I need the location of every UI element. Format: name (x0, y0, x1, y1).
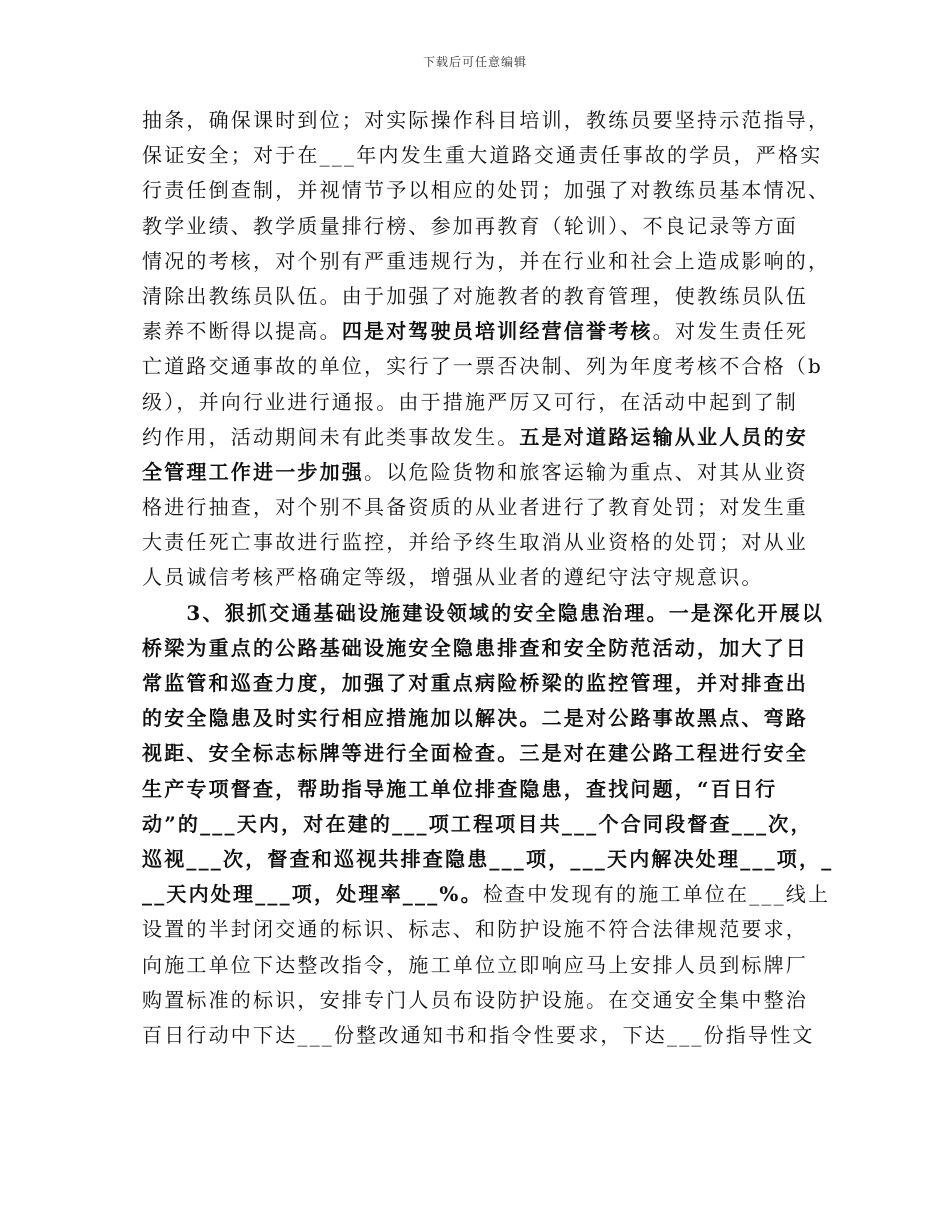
text-run: 抽条，确保课时到位；对实际操作科目培训，教练员要坚持示范指导， (142, 108, 831, 132)
text-line (142, 912, 842, 947)
text-run: 向施工单位下达整改指令，施工单位立即响应马上安排人员到标牌厂 (142, 952, 808, 977)
text-run: 级），并向行业进行通报。由于措施严厉又可行，在活动中起到了制 (142, 389, 798, 414)
text-run: 。对发生责任死 (652, 319, 809, 344)
text-run: 人员诚信考核严格确定等级，增强从业者的遵纪守法守规意识。 (142, 565, 764, 590)
bold-text-run: 桥梁为重点的公路基础设施安全隐患排查和安全防范活动，加大了日 (142, 635, 808, 660)
page-header: 下载后可任意编辑 (422, 55, 527, 69)
text-line (142, 103, 842, 138)
text-line (142, 877, 842, 912)
text-run: 行责任倒查制，并视情节予以相应的处罚；加强了对教练员基本情况、 (142, 178, 831, 203)
bold-text-run: 视距、安全标志标牌等进行全面检查。三是对在建公路工程进行安全 (142, 741, 808, 766)
bold-text-run: 动”的___天内，对在建的___项工程项目共___个合同段督查___次， (142, 811, 813, 836)
text-run: 大责任死亡事故进行监控，并给予终生取消从业资格的处罚；对从业 (142, 530, 808, 555)
text-line (142, 983, 842, 1018)
text-run: 约作用，活动期间未有此类事故发生。 (142, 424, 520, 449)
text-line (142, 525, 842, 560)
bold-text-run: 常监管和巡查力度，加强了对重点病险桥梁的监控管理，并对排查出 (142, 671, 808, 695)
bold-text-run: 四是对驾驶员培训经营信誉考核 (341, 319, 653, 344)
text-line (142, 772, 842, 807)
text-line (142, 842, 842, 877)
text-line (142, 736, 842, 771)
bold-text-run: __天内处理___项，处理率___%。 (142, 882, 483, 907)
text-line (142, 455, 842, 490)
text-run: 格进行抽查，对个别不具备资质的从业者进行了教育处罚；对发生重 (142, 495, 808, 520)
text-run: 保证安全；对于在___年内发生重大道路交通责任事故的学员，严格实 (142, 143, 823, 168)
bold-text-run: 3、狠抓交通基础设施建设领域的安全隐患治理。一是深化开展以 (142, 600, 825, 625)
text-line (142, 948, 842, 983)
text-run: 教学业绩、教学质量排行榜、参加再教育（轮训）、不良记录等方面 (142, 213, 798, 238)
bold-text-run: 五是对道路运输从业人员的安 (519, 424, 809, 449)
text-line (142, 279, 842, 314)
text-run: 购置标准的标识，安排专门人员布设防护设施。在交通安全集中整治 (142, 987, 808, 1012)
text-line (142, 560, 842, 595)
text-line (142, 244, 842, 279)
document-body (142, 103, 842, 1053)
text-line (142, 596, 842, 631)
text-line (142, 807, 842, 842)
bold-text-run: 巡视___次，督查和巡视共排查隐患___项，___天内解决处理___项，_ (142, 846, 834, 871)
bold-text-run: 全管理工作进一步加强 (142, 459, 364, 484)
text-line (142, 1018, 842, 1053)
text-run: 检查中发现有的施工单位在___线上 (482, 882, 831, 907)
text-run: 素养不断得以提高。 (142, 319, 342, 344)
text-run: 设置的半封闭交通的标识、标志、和防护设施不符合法律规范要求， (142, 917, 808, 942)
text-line (142, 209, 842, 244)
text-line (142, 666, 842, 701)
text-run: 清除出教练员队伍。由于加强了对施教者的教育管理，使教练员队伍 (142, 283, 808, 308)
text-line (142, 349, 842, 384)
bold-text-run: 生产专项督查，帮助指导施工单位排查隐患，查找问题，“百日行 (142, 776, 778, 801)
text-line (142, 385, 842, 420)
text-run: 百日行动中下达___份整改通知书和指令性要求，下达___份指导性文 (142, 1022, 815, 1047)
text-line (142, 173, 842, 208)
text-line (142, 314, 842, 349)
text-line (142, 490, 842, 525)
text-run: 情况的考核，对个别有严重违规行为，并在行业和社会上造成影响的， (142, 248, 831, 273)
text-line (142, 420, 842, 455)
text-run: 亡道路交通事故的单位，实行了一票否决制、列为年度考核不合格（b (142, 354, 824, 379)
text-line (142, 631, 842, 666)
bold-text-run: 的安全隐患及时实行相应措施加以解决。二是对公路事故黑点、弯路 (142, 706, 808, 731)
text-line (142, 701, 842, 736)
text-line (142, 138, 842, 173)
text-run: 。以危险货物和旅客运输为重点、对其从业资 (364, 459, 808, 484)
